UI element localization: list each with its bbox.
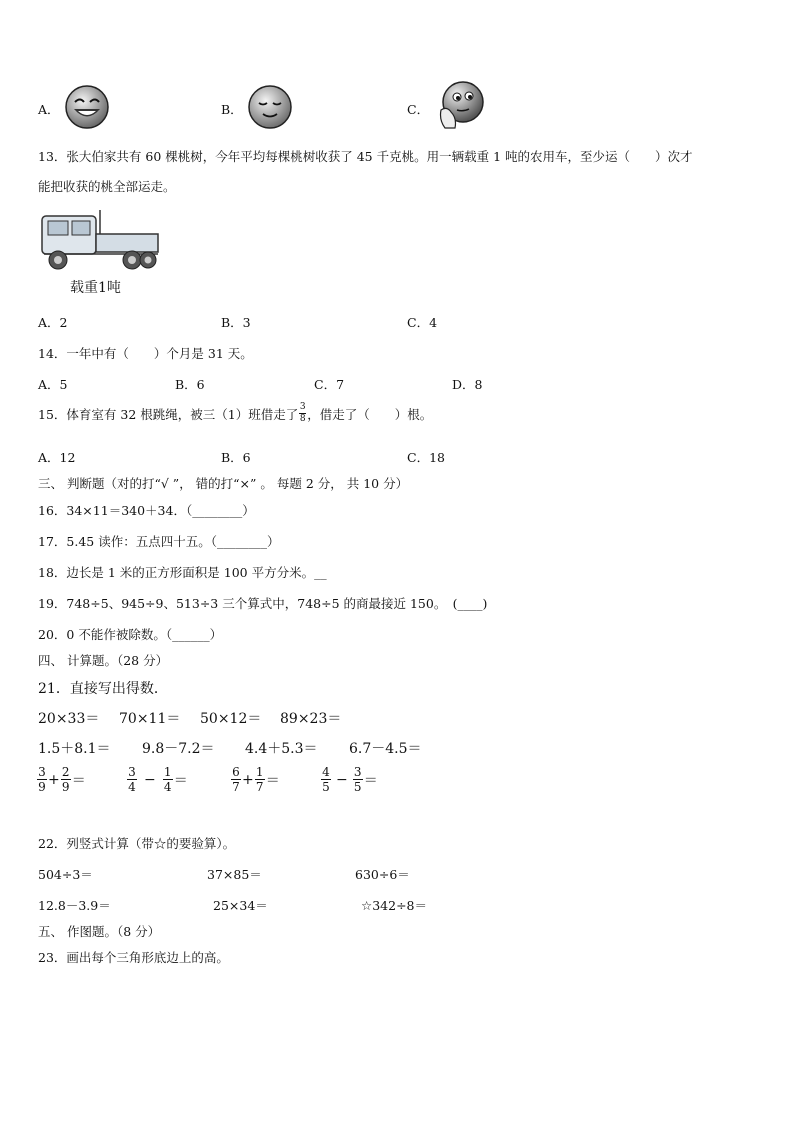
q15-text (38, 403, 432, 424)
q21-fraction-item (230, 766, 280, 793)
q14-text: 14．一年中有（ ）个月是 31 天。 (38, 346, 253, 361)
frac-num: 2 (61, 765, 70, 779)
q22-row2-item: ☆342÷8＝ (361, 898, 427, 913)
q15-text-before: 15．体育室有 32 根跳绳，被三（1）班借走了 (38, 406, 299, 422)
section-4-heading: 四、 计算题。（28 分） (38, 653, 169, 668)
q12-option-c-label: C． (407, 102, 430, 117)
frac-equals: ＝ (363, 772, 378, 789)
q13-option-a: A．2 (38, 315, 68, 330)
frac-num: 3 (128, 765, 136, 779)
frac-num: 6 (232, 765, 240, 779)
frac-operator: + (48, 771, 60, 788)
frac-operator: + (242, 771, 254, 788)
q13-option-c: C．4 (407, 315, 438, 330)
q14-option-a: A．5 (38, 377, 68, 392)
q22-row1-item: 37×85＝ (207, 867, 262, 882)
frac-equals: ＝ (71, 772, 86, 789)
thinking-face-icon (433, 80, 487, 132)
q18-text: 18．边长是 1 米的正方形面积是 100 平方分米。__ (38, 565, 327, 580)
truck-caption: 载重1吨 (70, 280, 121, 296)
frac-num: 3 (38, 765, 46, 779)
q21-row2-item: 9.8－7.2＝ (142, 741, 215, 757)
frac-den: 5 (322, 780, 330, 794)
q21-row2-item: 4.4＋5.3＝ (245, 741, 318, 757)
q15-option-c: C．18 (407, 450, 445, 465)
frac-equals: ＝ (265, 772, 280, 789)
q21-fraction-item (126, 766, 188, 793)
frac-operator: − (144, 771, 156, 788)
q14-option-d: D．8 (452, 377, 483, 392)
q21-row1-item: 20×33＝ (38, 711, 100, 727)
q12-option-a-label: A． (38, 102, 60, 117)
frac-den: 4 (128, 780, 136, 794)
q21-row2-item: 1.5＋8.1＝ (38, 741, 111, 757)
section-3-heading: 三、 判断题（对的打“√ ”， 错的打“×” 。 每题 2 分， 共 10 分） (38, 476, 409, 491)
frac-den: 5 (353, 780, 362, 794)
q15-text-after: ，借走了（ ）根。 (307, 406, 433, 422)
q23-text: 23．画出每个三角形底边上的高。 (38, 950, 229, 965)
q15-frac-den: 8 (299, 414, 306, 424)
frac-num: 1 (255, 765, 264, 779)
q22-row2-item: 12.8－3.9＝ (38, 898, 111, 913)
q13-line2: 能把收获的桃全部运走。 (38, 179, 176, 194)
truck-icon (40, 208, 162, 274)
q17-text: 17．5.45 读作：五点四十五。（________） (38, 534, 280, 549)
frac-num: 3 (353, 765, 362, 779)
q13-line1: 13．张大伯家共有 60 棵桃树，今年平均每棵桃树收获了 45 千克桃。用一辆载重 1 吨的农用车，至少运（ ）次才 (38, 149, 693, 164)
frac-den: 4 (163, 780, 172, 794)
q22-row1-item: 504÷3＝ (38, 867, 93, 882)
frac-num: 4 (322, 765, 330, 779)
q21-title: 21．直接写出得数． (38, 681, 168, 697)
frac-num: 1 (163, 765, 172, 779)
frac-operator: − (336, 771, 348, 788)
frac-den: 9 (61, 780, 70, 794)
q21-row2-item: 6.7－4.5＝ (349, 741, 422, 757)
q15-frac-num: 3 (299, 402, 306, 412)
section-5-heading: 五、 作图题。（8 分） (38, 924, 161, 939)
q20-text: 20．0 不能作被除数。（______） (38, 627, 223, 642)
q14-option-c: C．7 (314, 377, 345, 392)
q14-option-b: B．6 (175, 377, 205, 392)
q21-row1-item: 50×12＝ (200, 711, 262, 727)
q22-row2-item: 25×34＝ (213, 898, 268, 913)
q21-row1-item: 89×23＝ (280, 711, 342, 727)
q22-title: 22．列竖式计算（带☆的要验算）。 (38, 836, 236, 851)
q15-option-b: B．6 (221, 450, 251, 465)
calm-smile-face-icon (247, 84, 293, 130)
frac-equals: ＝ (173, 772, 188, 789)
q21-row1-item: 70×11＝ (119, 711, 181, 727)
q21-fraction-item (36, 766, 86, 793)
laughing-face-icon (64, 84, 110, 130)
q13-option-b: B．3 (221, 315, 251, 330)
q19-text: 19．748÷5、945÷9、513÷3 三个算式中，748÷5 的商最接近 150。 (____) (38, 596, 488, 611)
q22-row1-item: 630÷6＝ (355, 867, 410, 882)
q15-fraction (299, 403, 306, 424)
frac-den: 7 (255, 780, 264, 794)
q16-text: 16．34×11＝340＋34．（________） (38, 503, 255, 518)
frac-den: 9 (38, 780, 46, 794)
q15-option-a: A．12 (38, 450, 76, 465)
q12-option-b-label: B． (221, 102, 243, 117)
q21-fraction-item (320, 766, 378, 793)
frac-den: 7 (232, 780, 240, 794)
